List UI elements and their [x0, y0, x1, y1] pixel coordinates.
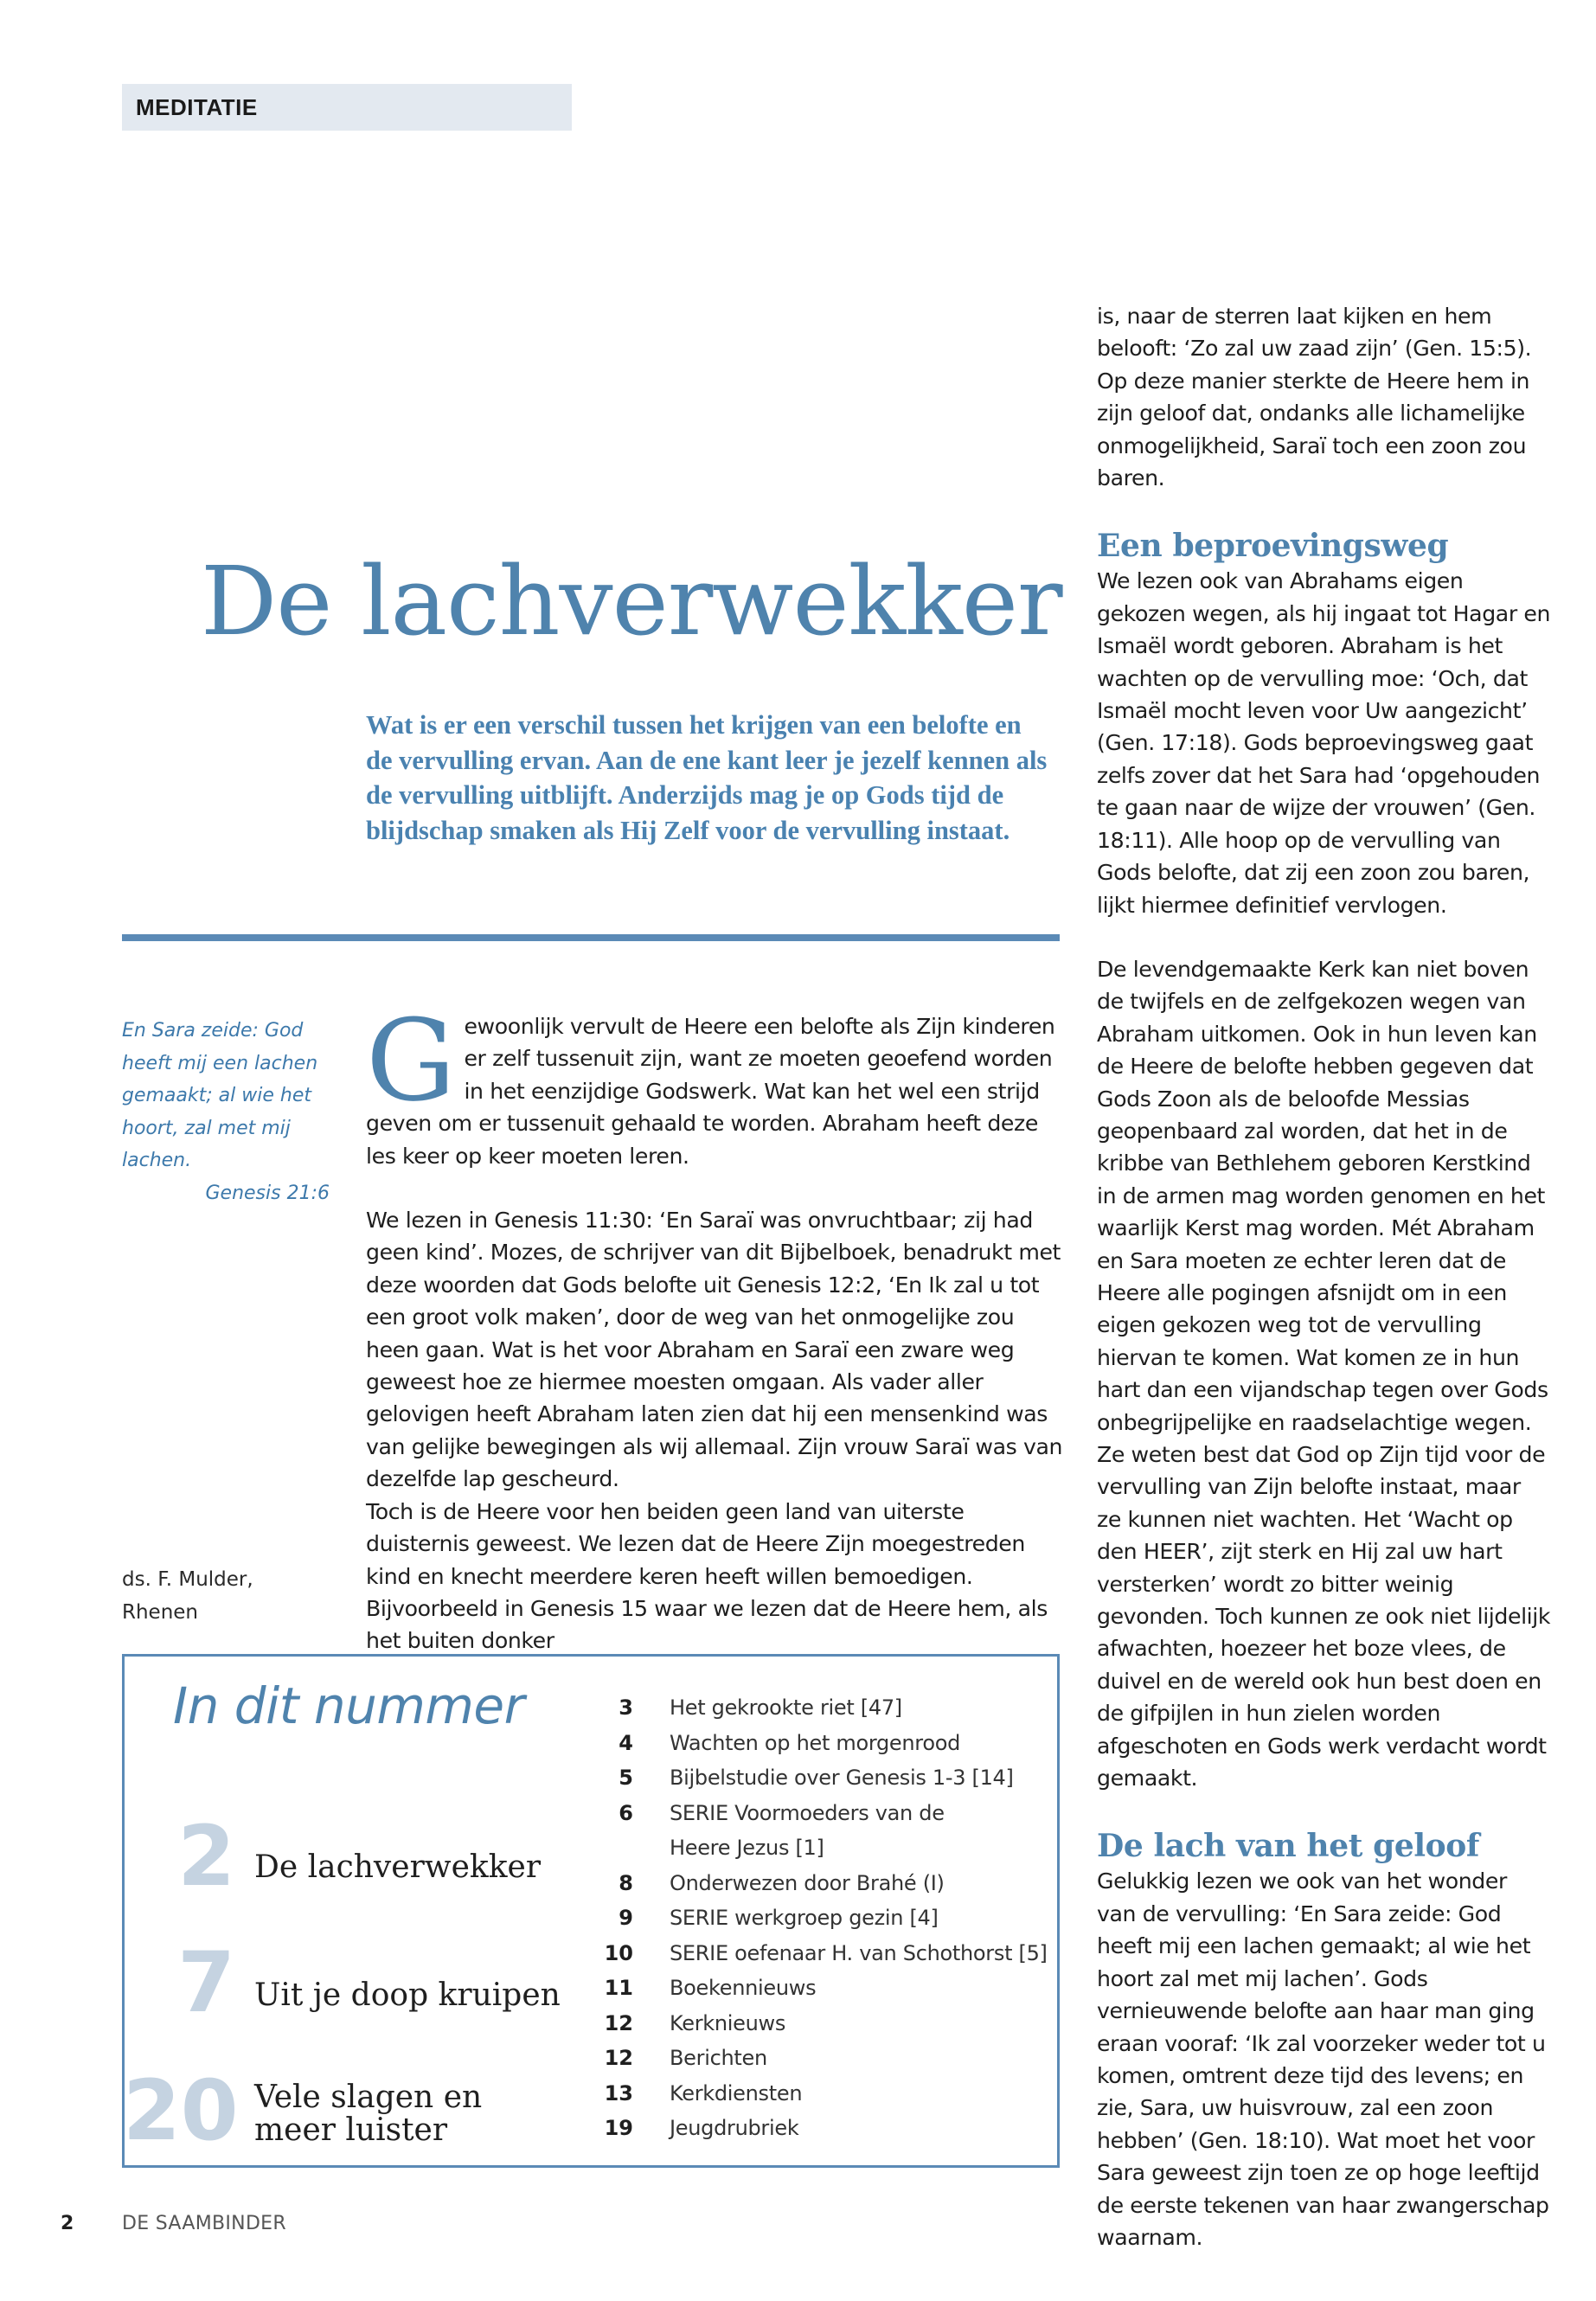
- quote-text: En Sara zeide: God heeft mij een lachen gemaakt; al wie het hoort, zal met mij lachen.: [122, 1020, 318, 1171]
- article-column-3: [1097, 300, 1551, 2253]
- subheading-beproevingsweg: Een beproevingsweg: [1097, 528, 1449, 565]
- footer-page-number: 2: [61, 2213, 74, 2234]
- toc-list: [581, 1690, 1048, 2146]
- toc-item[interactable]: 9 SERIE werkgroep gezin [4]: [619, 1906, 939, 1931]
- bible-quote: [122, 1015, 330, 1209]
- paragraph: Gelukkig lezen we ook van het wonder van de vervulling: ‘En Sara zeide: God heeft mij een lachen gemaakt; al wie het hoort zal met mij lachen’. Gods vernieuwende belofte aan haar man ging eraan vooraf: ‘Ik zal voorzeker weder tot u komen, omtrent deze tijd des levens; en zie, Sara, uw huisvrouw, zal een zoon hebben’ (Gen. 18:10). Wat moet het voor Sara geweest zijn toen ze op hoge leeftijd de eerste tekenen van haar zwangerschap waarnam.: [1097, 1868, 1549, 2250]
- toc-item[interactable]: 12 Kerknieuws: [604, 2010, 786, 2035]
- author-location: Rhenen: [122, 1600, 199, 1624]
- toc-item[interactable]: 3 Het gekrookte riet [47]: [619, 1695, 902, 1721]
- author-name: ds. F. Mulder,: [122, 1568, 253, 1591]
- toc-item[interactable]: 8 Onderwezen door Brahé (I): [619, 1870, 945, 1895]
- toc-item[interactable]: 19 Jeugdrubriek: [604, 2116, 799, 2141]
- toc-item[interactable]: 13 Kerkdiensten: [604, 2080, 803, 2106]
- article-column-2: [366, 995, 1067, 1657]
- toc-item[interactable]: 4 Wachten op het morgenrood: [619, 1730, 961, 1755]
- article-intro: Wat is er een verschil tussen het krijgen van een belofte en de vervulling ervan. Aan de ene kant leer je jezelf kennen als de vervulling uitblijft. Anderzijds mag je op Gods tijd de blijdschap smaken als Hij Zelf voor de vervulling instaat.: [366, 710, 1048, 845]
- paragraph: We lezen in Genesis 11:30: ‘En Saraï was onvruchtbaar; zij had geen kind’. Mozes, de schrijver van dit Bijbelboek, benadrukt met deze woorden dat Gods belofte uit Genesis 12:2, ‘En Ik zal u tot een groot volk maken’, door de weg van het onmogelijke zou heen gaan. Wat is het voor Abraham en Saraï een zware weg geweest hoe ze hiermee moesten omgaan. Als vader aller gelovigen heeft Abraham laten zien dat hij een mensenkind was van gelijke bewegingen als wij allemaal. Zijn vrouw Saraï was van dezelfde lap gescheurd.: [366, 1208, 1063, 1492]
- paragraph: Toch is de Heere voor hen beiden geen land van uiterste duisternis geweest. We lezen dat de Heere Zijn moegestreden kind en knecht meerdere keren heeft willen bemoedigen. Bijvoorbeeld in Genesis 15 waar we lezen dat de Heere hem, als het buiten donker: [366, 1498, 1048, 1654]
- paragraph: De levendgemaakte Kerk kan niet boven de twijfels en de zelfgekozen wegen van Abraham uitkomen. Ook in hun leven kan de Heere de belofte hebben gegeven dat Gods Zoon als de beloofde Messias geopenbaard zal worden, dat het in de kribbe van Bethlehem geboren Kerstkind in de armen mag worden genomen en het waarlijk Kerst mag worden. Mét Abraham en Sara moeten ze echter leren dat de Heere alle pogingen afsnijdt om in een eigen gekozen weg tot de vervulling hiervan te komen. Wat komen ze in hun hart dan een vijandschap tegen over Gods onbegrijpelijke en raadselachtige wegen. Ze weten best dat God op Zijn tijd voor de vervulling van Zijn belofte instaat, maar ze kunnen niet wachten. Het ‘Wacht op den HEER’, zijt sterk en Hij zal uw hart versterken’ wordt zo bitter weinig gevonden. Toch kunnen ze ook niet lijdelijk afwachten, hoezeer het boze vlees, de duivel en de wereld ook hun best doen en de gifpijlen in hun zielen worden afgeschoten en Gods werk verdacht wordt gemaakt.: [1097, 956, 1551, 1791]
- toc-highlight-page: 2: [177, 1808, 235, 1905]
- toc-item[interactable]: 6 SERIE Voormoeders van de: [619, 1800, 945, 1825]
- paragraph: Gewoonlijk vervult de Heere een belofte als Zijn kinderen er zelf tussenuit zijn, want ze moeten geoefend worden in het eenzijdige Godswerk. Wat kan het wel een strijd geven om er tussenuit gehaald te worden. Abraham heeft deze les keer op keer moeten leren.: [366, 995, 1055, 1169]
- toc-highlight-page: 20: [123, 2062, 239, 2159]
- footer-publication: DE SAAMBINDER: [122, 2213, 286, 2234]
- section-tag: MEDITATIE: [122, 84, 572, 131]
- toc-highlight-page: 7: [177, 1934, 235, 2031]
- toc-item[interactable]: 11 Boekennieuws: [604, 1976, 817, 2001]
- toc-highlight-title[interactable]: Vele slagen en meer luister: [254, 2080, 483, 2148]
- subheading-lach-van-het-geloof: De lach van het geloof: [1097, 1828, 1479, 1865]
- author-byline: [122, 1564, 330, 1629]
- toc-item[interactable]: 12 Berichten: [604, 2046, 767, 2071]
- article-title: De lachverwekker: [201, 546, 1062, 657]
- quote-reference: Genesis 21:6: [205, 1182, 330, 1204]
- toc-highlight-title[interactable]: De lachverwekker: [254, 1849, 542, 1885]
- paragraph: is, naar de sterren laat kijken en hem belooft: ‘Zo zal uw zaad zijn’ (Gen. 15:5). Op deze manier sterkte de Heere hem in zijn geloof dat, ondanks alle lichamelijke onmogelijkheid, Saraï toch een zoon zou baren.: [1097, 304, 1532, 491]
- toc-highlight-title[interactable]: Uit je doop kruipen: [254, 1977, 561, 2013]
- toc-title: In dit nummer: [173, 1676, 524, 1735]
- paragraph: We lezen ook van Abrahams eigen gekozen wegen, als hij ingaat tot Hagar en Ismaël wordt geboren. Abraham is het wachten op de vervulling moe: ‘Och, dat Ismaël mocht leven voor Uw aangezicht’ (Gen. 17:18). Gods beproevingsweg gaat zelfs zover dat het Sara had ‘opgehouden te gaan naar de wijze der vrouwen’ (Gen. 18:11). Alle hoop op de vervulling van Gods belofte, dat zij een zoon zou baren, lijkt hiermee definitief vervlogen.: [1097, 568, 1551, 918]
- drop-cap: G: [366, 995, 456, 1126]
- divider-rule: [122, 934, 1060, 941]
- toc-item[interactable]: 10 SERIE oefenaar H. van Schothorst [5]: [604, 1940, 1048, 1965]
- toc-item[interactable]: Heere Jezus [1]: [670, 1836, 824, 1861]
- toc-item[interactable]: 5 Bijbelstudie over Genesis 1-3 [14]: [619, 1766, 1014, 1791]
